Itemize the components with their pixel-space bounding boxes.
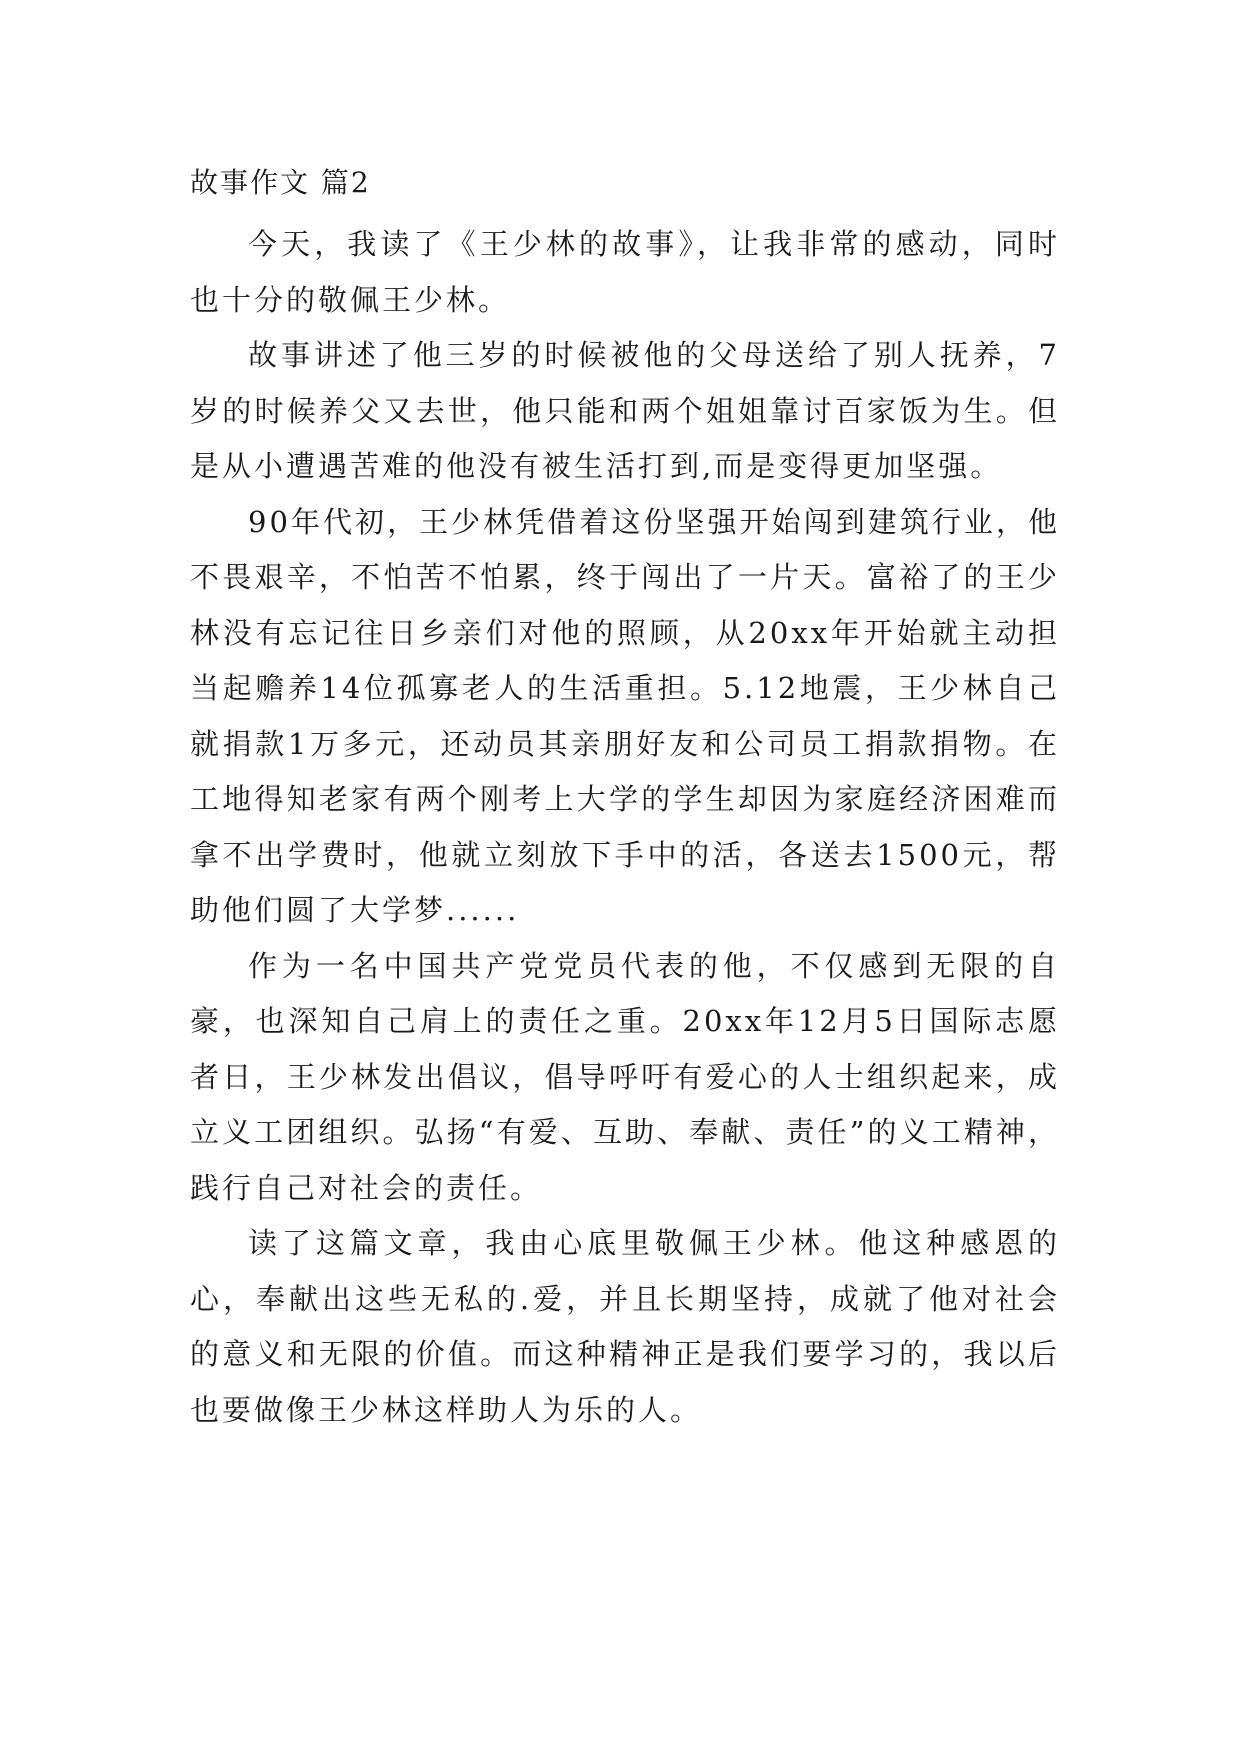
document-page (190, 163, 1060, 1438)
paragraph-4: 作为一名中国共产党党员代表的他，不仅感到无限的自豪，也深知自己肩上的责任之重。20xx年12月5日国际志愿者日，王少林发出倡议，倡导呼吁有爱心的人士组织起来，成立义工团组织。弘扬“有爱、互助、奉献、责任”的义工精神，践行自己对社会的责任。 (190, 948, 1060, 1205)
paragraph-5: 读了这篇文章，我由心底里敬佩王少林。他这种感恩的心，奉献出这些无私的.爱，并且长期坚持，成就了他对社会的意义和无限的价值。而这种精神正是我们要学习的，我以后也要做像王少林这样助人为乐的人。 (190, 1226, 1060, 1427)
paragraph-2: 故事讲述了他三岁的时候被他的父母送给了别人抚养，7岁的时候养父又去世，他只能和两个姐姐靠讨百家饭为生。但是从小遭遇苦难的他没有被生活打到,而是变得更加坚强。 (190, 338, 1060, 483)
paragraph-1: 今天，我读了《王少林的故事》，让我非常的感动，同时也十分的敬佩王少林。 (190, 227, 1060, 317)
document-title: 故事作文 篇2 (190, 166, 371, 199)
paragraph-3: 90年代初，王少林凭借着这份坚强开始闯到建筑行业，他不畏艰辛，不怕苦不怕累，终于闯出了一片天。富裕了的王少林没有忘记往日乡亲们对他的照顾，从20xx年开始就主动担当起赡养14位孤寡老人的生活重担。5.12地震，王少林自己就捐款1万多元，还动员其亲朋好友和公司员工捐款捐物。在工地得知老家有两个刚考上大学的学生却因为家庭经济困难而拿不出学费时，他就立刻放下手中的活，各送去1500元，帮助他们圆了大学梦...... (190, 504, 1060, 927)
